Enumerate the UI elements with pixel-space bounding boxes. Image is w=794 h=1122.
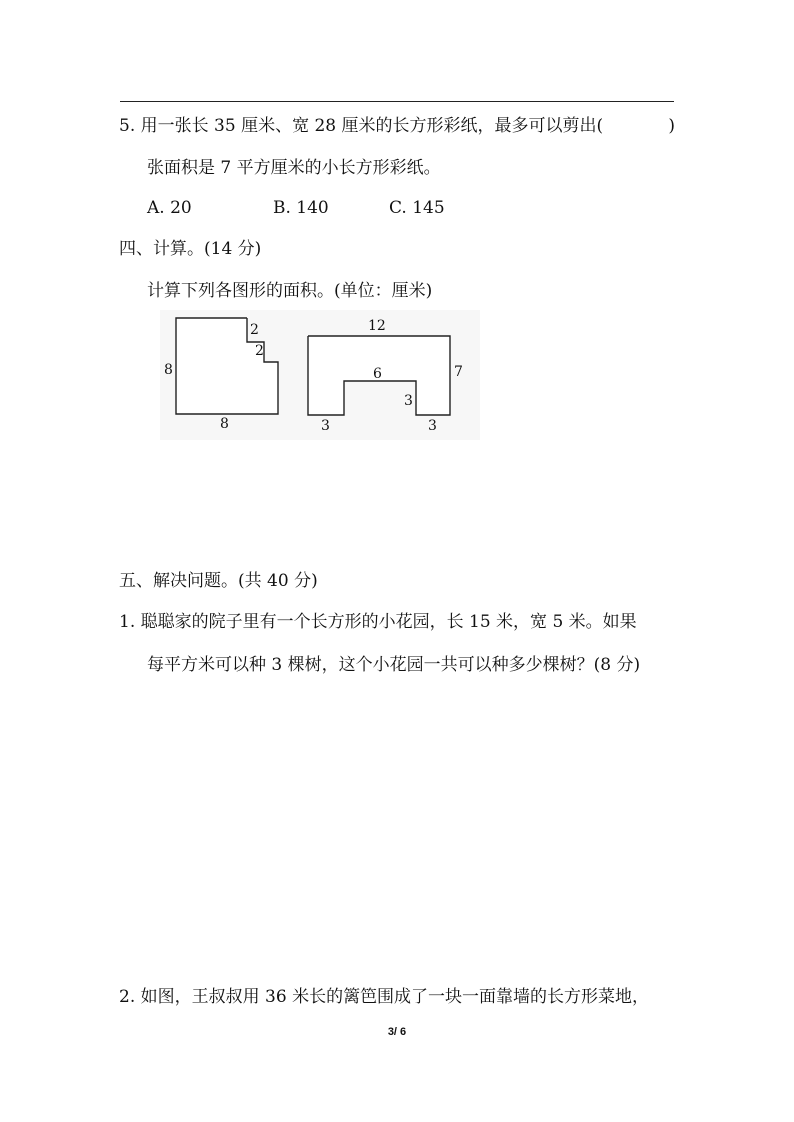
option-a: A. 20 (147, 198, 192, 218)
header-rule (120, 101, 674, 102)
question-5-text: 5. 用一张长 35 厘米、宽 28 厘米的长方形彩纸，最多可以剪出( (119, 116, 604, 136)
figure-2-inner-top-label: 6 (373, 366, 382, 382)
question-5-options (147, 197, 445, 219)
problem-1-line1: 1. 聪聪家的院子里有一个长方形的小花园，长 15 米，宽 5 米。如果 (119, 612, 637, 632)
problem-2-line1: 2. 如图，王叔叔用 36 米长的篱笆围成了一块一面靠墙的长方形菜地， (119, 987, 650, 1007)
section-5-title: 五、解决问题。(共 40 分) (119, 571, 318, 591)
question-5-line1 (119, 115, 675, 137)
figure-2-bottom-right-label: 3 (428, 418, 437, 434)
section-4-title: 四、计算。(14 分) (119, 239, 262, 259)
figure-1-notch-top-label: 2 (250, 322, 259, 338)
figure-2-top-label: 12 (368, 318, 386, 334)
answer-paren-close: ) (668, 116, 675, 136)
figure-1-left-label: 8 (164, 362, 173, 378)
option-b: B. 140 (273, 198, 329, 218)
figure-1-notch-side-label: 2 (255, 343, 264, 359)
option-c: C. 145 (389, 198, 445, 218)
section-4-instruction: 计算下列各图形的面积。(单位：厘米) (147, 281, 433, 301)
problem-1-line2: 每平方米可以种 3 棵树，这个小花园一共可以种多少棵树？(8 分) (147, 655, 641, 675)
figure-2-bottom-left-label: 3 (321, 418, 330, 434)
question-5-line2: 张面积是 7 平方厘米的小长方形彩纸。 (147, 158, 441, 178)
figure-2-right-label: 7 (454, 364, 463, 380)
area-figures (160, 310, 480, 440)
page-number: 3/ 6 (387, 1026, 407, 1038)
figure-2-inner-side-label: 3 (404, 393, 413, 409)
figure-1-bottom-label: 8 (220, 416, 229, 432)
